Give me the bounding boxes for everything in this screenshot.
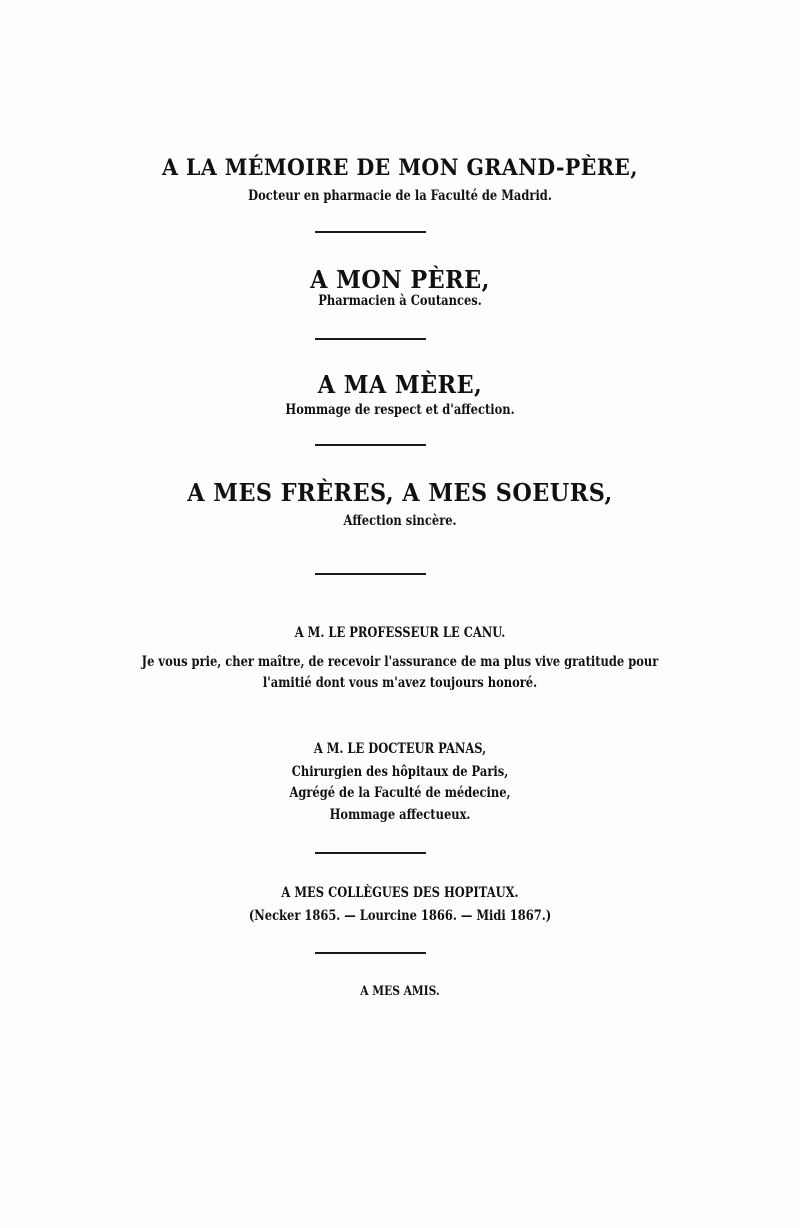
doctor-dedication-line-1: Chirurgien des hôpitaux de Paris, [291, 764, 509, 780]
father-dedication-heading: A MON PÈRE, [310, 265, 490, 294]
divider-rule-6 [315, 952, 426, 954]
father-dedication-subtitle: Pharmacien à Coutances. [318, 293, 482, 309]
professor-dedication-line-1: Je vous prie, cher maître, de recevoir l'assurance de ma plus vive gratitude pour [141, 654, 659, 670]
divider-rule-3 [315, 444, 426, 446]
divider-rule-5 [315, 852, 426, 854]
divider-rule-4 [315, 573, 426, 575]
colleagues-dedication-subtitle: (Necker 1865. — Lourcine 1866. — Midi 1867.) [248, 908, 552, 924]
professor-dedication-heading: A M. LE PROFESSEUR LE CANU. [294, 625, 506, 641]
colleagues-dedication-heading: A MES COLLÈGUES DES HOPITAUX. [281, 885, 519, 901]
siblings-dedication-heading: A MES FRÈRES, A MES SOEURS, [187, 478, 613, 507]
grandfather-dedication-subtitle: Docteur en pharmacie de la Faculté de Madrid. [248, 188, 552, 204]
doctor-dedication-line-2: Agrégé de la Faculté de médecine, [289, 785, 511, 801]
doctor-dedication-line-3: Hommage affectueux. [329, 807, 471, 823]
mother-dedication-subtitle: Hommage de respect et d'affection. [285, 402, 515, 418]
divider-rule-2 [315, 338, 426, 340]
siblings-dedication-subtitle: Affection sincère. [343, 513, 457, 529]
divider-rule-1 [315, 231, 426, 233]
professor-dedication-line-2: l'amitié dont vous m'avez toujours honoré. [262, 675, 538, 691]
doctor-dedication-heading: A M. LE DOCTEUR PANAS, [313, 741, 487, 757]
grandfather-dedication-heading: A LA MÉMOIRE DE MON GRAND-PÈRE, [162, 155, 638, 181]
friends-dedication-heading: A MES AMIS. [360, 984, 440, 999]
mother-dedication-heading: A MA MÈRE, [317, 370, 483, 399]
